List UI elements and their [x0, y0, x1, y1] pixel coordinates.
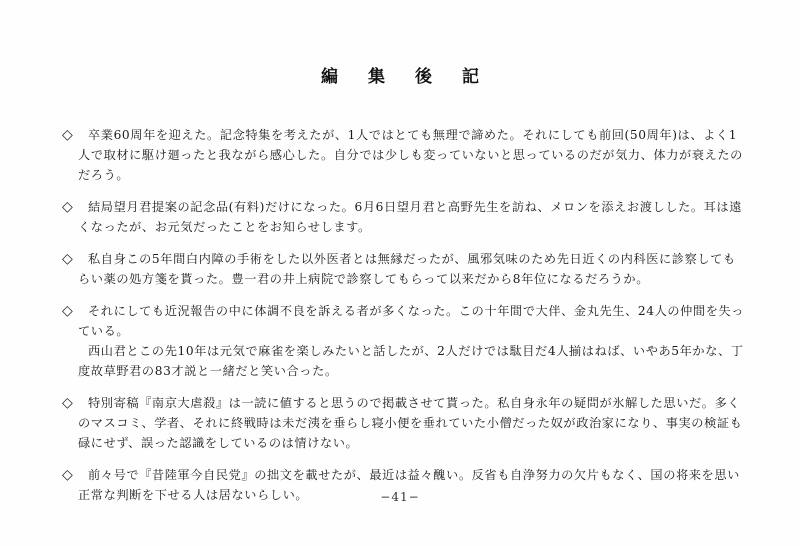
note-item	[62, 125, 762, 185]
note-paragraph-continuation: 西山君とこの先10年は元気で麻雀を楽しみたいと話したが、2人だけでは駄目だ4人揃はねば、いやあ5年かな、丁度故草野君の83才説と一緒だと笑い合った。	[78, 344, 744, 378]
note-item	[62, 393, 762, 453]
note-item	[62, 249, 762, 289]
note-paragraph: 特別寄稿『南京大虐殺』は一読に値すると思うので掲載させて貰った。私自身永年の疑問が氷解した思いだ。多くのマスコミ、学者、それに終戦時は未だ洟を垂らし寝小便を垂れていた小僧だった奴が政治家になり、事実の検証も碌にせず、誤った認識をしているのは情けない。	[78, 396, 743, 450]
diamond-bullet-icon: ◇	[62, 127, 73, 143]
diamond-bullet-icon: ◇	[62, 395, 73, 411]
note-item	[62, 197, 762, 237]
note-paragraph: 卒業60周年を迎えた。記念特集を考えたが、1人ではとても無理で諦めた。それにしても前回(50周年)は、よく1人で取材に駆け廻ったと我ながら感心した。自分では少しも変っていないと思っているのだが気力、体力が衰えたのだろう。	[78, 128, 743, 182]
diamond-bullet-icon: ◇	[62, 467, 73, 483]
note-item	[62, 301, 762, 381]
page-title: 編集後記	[321, 67, 509, 87]
diamond-bullet-icon: ◇	[62, 199, 73, 215]
diamond-bullet-icon: ◇	[62, 251, 73, 267]
note-paragraph: 前々号で『昔陸軍今自民党』の拙文を載せたが、最近は益々醜い。反省も自浄努力の欠片もなく、国の将来を思い正常な判断を下せる人は居ないらしい。	[78, 468, 740, 502]
note-paragraph: それにしても近況報告の中に体調不良を訴える者が多くなった。この十年間で大伴、金丸先生、24人の仲間を失っている。	[78, 304, 745, 338]
page-number: −41−	[380, 490, 420, 504]
diamond-bullet-icon: ◇	[62, 303, 73, 319]
note-paragraph: 結局望月君提案の記念品(有料)だけになった。6月6日望月君と高野先生を訪ね、メロンを添えお渡しした。耳は遠くなったが、お元気だったことをお知らせします。	[78, 200, 743, 234]
note-paragraph: 私自身この5年間白内障の手術をした以外医者とは無縁だったが、風邪気味のため先日近くの内科医に診察してもらい薬の処方箋を貰った。豊一君の井上病院で診察してもらって以来だから8年位になるだろうか。	[78, 252, 736, 286]
editor-notes-list	[62, 125, 762, 517]
